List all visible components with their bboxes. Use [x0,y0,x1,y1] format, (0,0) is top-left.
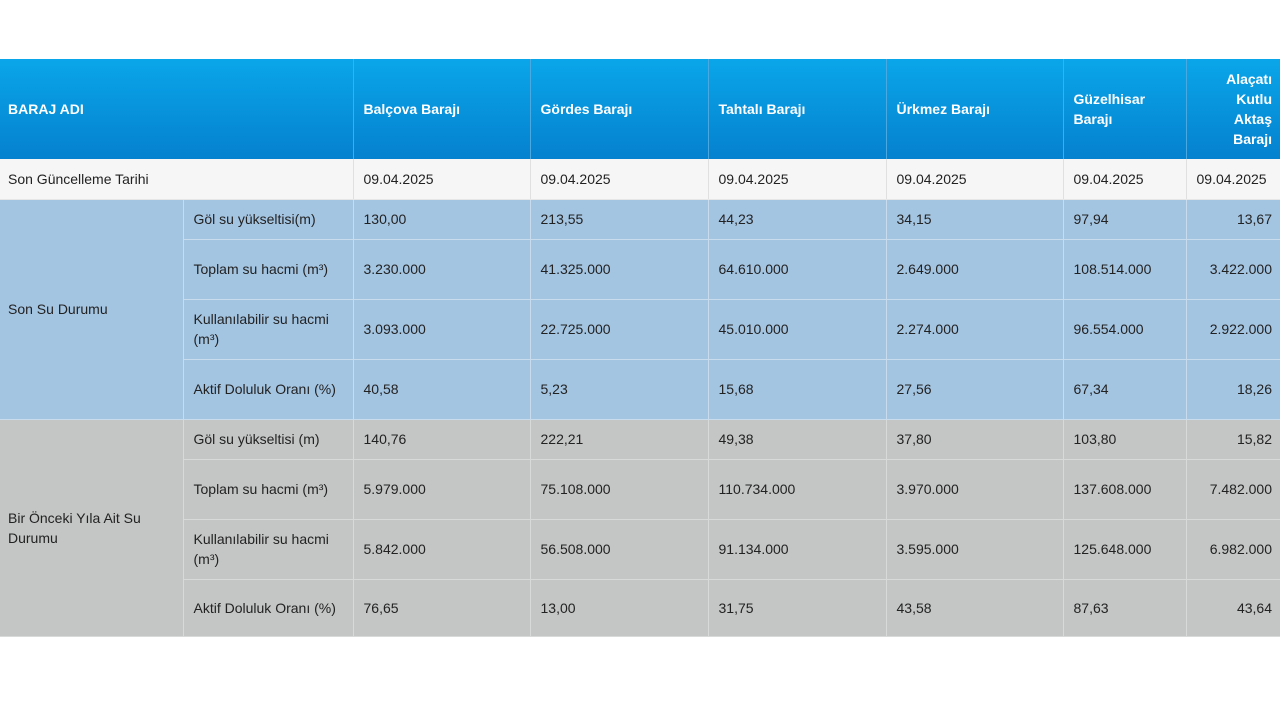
table-cell: 7.482.000 [1186,459,1280,519]
table-cell: 13,00 [530,579,708,636]
header-dam-tahtali: Tahtalı Barajı [708,59,886,159]
header-dam-name-label: BARAJ ADI [0,59,353,159]
table-cell: 49,38 [708,419,886,459]
row-label: Toplam su hacmi (m³) [183,239,353,299]
row-label: Kullanılabilir su hacmi (m³) [183,299,353,359]
table-cell: 5.979.000 [353,459,530,519]
table-cell: 110.734.000 [708,459,886,519]
table-cell: 96.554.000 [1063,299,1186,359]
table-cell: 125.648.000 [1063,519,1186,579]
table-row [0,239,1280,299]
table-cell: 09.04.2025 [1186,159,1280,199]
table-cell: 67,34 [1063,359,1186,419]
header-dam-alacati: Alaçatı Kutlu Aktaş Barajı [1186,59,1280,159]
table-cell: 140,76 [353,419,530,459]
table-cell: 13,67 [1186,199,1280,239]
table-header [0,59,1280,159]
table-cell: 34,15 [886,199,1063,239]
table-cell: 09.04.2025 [708,159,886,199]
table-cell: 22.725.000 [530,299,708,359]
table-cell: 31,75 [708,579,886,636]
current-status-group-label: Son Su Durumu [0,199,183,419]
row-label: Toplam su hacmi (m³) [183,459,353,519]
table-cell: 222,21 [530,419,708,459]
table-cell: 91.134.000 [708,519,886,579]
table-cell: 137.608.000 [1063,459,1186,519]
table-cell: 27,56 [886,359,1063,419]
table-cell: 213,55 [530,199,708,239]
table-cell: 64.610.000 [708,239,886,299]
header-dam-balcova: Balçova Barajı [353,59,530,159]
table-cell: 40,58 [353,359,530,419]
row-label: Göl su yükseltisi (m) [183,419,353,459]
table-cell: 09.04.2025 [886,159,1063,199]
row-label: Kullanılabilir su hacmi (m³) [183,519,353,579]
table-cell: 87,63 [1063,579,1186,636]
table-cell: 103,80 [1063,419,1186,459]
table-cell: 15,82 [1186,419,1280,459]
table-cell: 108.514.000 [1063,239,1186,299]
table-cell: 18,26 [1186,359,1280,419]
table-row [0,199,1280,239]
table-cell: 5.842.000 [353,519,530,579]
table-cell: 5,23 [530,359,708,419]
table-cell: 3.230.000 [353,239,530,299]
current-status-section [0,199,1280,419]
update-date-row [0,159,1280,199]
table-cell: 3.595.000 [886,519,1063,579]
previous-year-section [0,419,1280,636]
table-cell: 3.970.000 [886,459,1063,519]
table-row [0,579,1280,636]
table-cell: 130,00 [353,199,530,239]
table-cell: 41.325.000 [530,239,708,299]
table-cell: 45.010.000 [708,299,886,359]
table-cell: 3.093.000 [353,299,530,359]
table-cell: 09.04.2025 [1063,159,1186,199]
table-cell: 75.108.000 [530,459,708,519]
table-row [0,459,1280,519]
table-cell: 2.922.000 [1186,299,1280,359]
table-cell: 3.422.000 [1186,239,1280,299]
table-cell: 37,80 [886,419,1063,459]
table-cell: 44,23 [708,199,886,239]
header-dam-urkmez: Ürkmez Barajı [886,59,1063,159]
table-cell: 97,94 [1063,199,1186,239]
table-row [0,359,1280,419]
table-row [0,299,1280,359]
update-date-label: Son Güncelleme Tarihi [0,159,353,199]
table-cell: 76,65 [353,579,530,636]
row-label: Göl su yükseltisi(m) [183,199,353,239]
table-cell: 6.982.000 [1186,519,1280,579]
table-row [0,419,1280,459]
table-cell: 09.04.2025 [353,159,530,199]
previous-year-group-label: Bir Önceki Yıla Ait Su Durumu [0,419,183,636]
dam-status-table-container [0,59,1280,637]
table-cell: 56.508.000 [530,519,708,579]
table-cell: 09.04.2025 [530,159,708,199]
table-cell: 2.649.000 [886,239,1063,299]
table-cell: 2.274.000 [886,299,1063,359]
dam-status-table [0,59,1280,637]
header-dam-guzelhisar: Güzelhisar Barajı [1063,59,1186,159]
table-cell: 43,58 [886,579,1063,636]
header-row [0,59,1280,159]
header-dam-gordes: Gördes Barajı [530,59,708,159]
table-cell: 43,64 [1186,579,1280,636]
update-section [0,159,1280,199]
table-row [0,519,1280,579]
table-cell: 15,68 [708,359,886,419]
row-label: Aktif Doluluk Oranı (%) [183,579,353,636]
row-label: Aktif Doluluk Oranı (%) [183,359,353,419]
